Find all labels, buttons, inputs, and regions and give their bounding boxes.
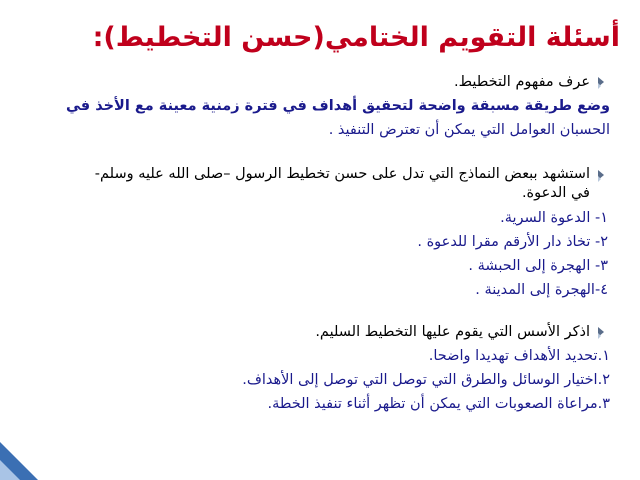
q1-prompt: عرف مفهوم التخطيط.	[454, 74, 590, 90]
q3-item-1: ١.تحديد الأهداف تهديدا واضحا.	[428, 348, 610, 364]
q2-item-1: ١- الدعوة السرية.	[500, 210, 608, 226]
q2-prompt-line2: في الدعوة.	[521, 185, 590, 201]
q3-item-2: ٢.اختيار الوسائل والطرق التي توصل التي توصل إلى الأهداف.	[242, 372, 610, 388]
q1-answer-line1: وضع طريقة مسبقة واضحة لتحقيق أهداف في فترة زمنية معينة مع الأخذ في	[66, 98, 610, 114]
bullet-arrow-icon	[598, 327, 604, 337]
corner-decoration	[0, 420, 60, 480]
q2-item-2: ٢- تخاذ دار الأرقم مقرا للدعوة .	[417, 234, 608, 250]
slide-title: أسئلة التقويم الختامي(حسن التخطيط):	[92, 22, 620, 53]
q2-item-3: ٣- الهجرة إلى الحبشة .	[468, 258, 608, 274]
q1-answer-line2: الحسبان العوامل التي يمكن أن تعترض التنفيذ .	[328, 122, 610, 138]
q3-prompt: اذكر الأسس التي يقوم عليها التخطيط السليم.	[315, 324, 590, 340]
q3-item-3: ٣.مراعاة الصعوبات التي يمكن أن تظهر أثناء تنفيذ الخطة.	[267, 396, 610, 412]
bullet-arrow-icon	[598, 170, 604, 180]
q2-item-4: ٤-الهجرة إلى المدينة .	[475, 282, 608, 298]
q2-prompt-line1: استشهد ببعض النماذج التي تدل على حسن تخطيط الرسول –صلى الله عليه وسلم-	[94, 166, 590, 182]
bullet-arrow-icon	[598, 77, 604, 87]
